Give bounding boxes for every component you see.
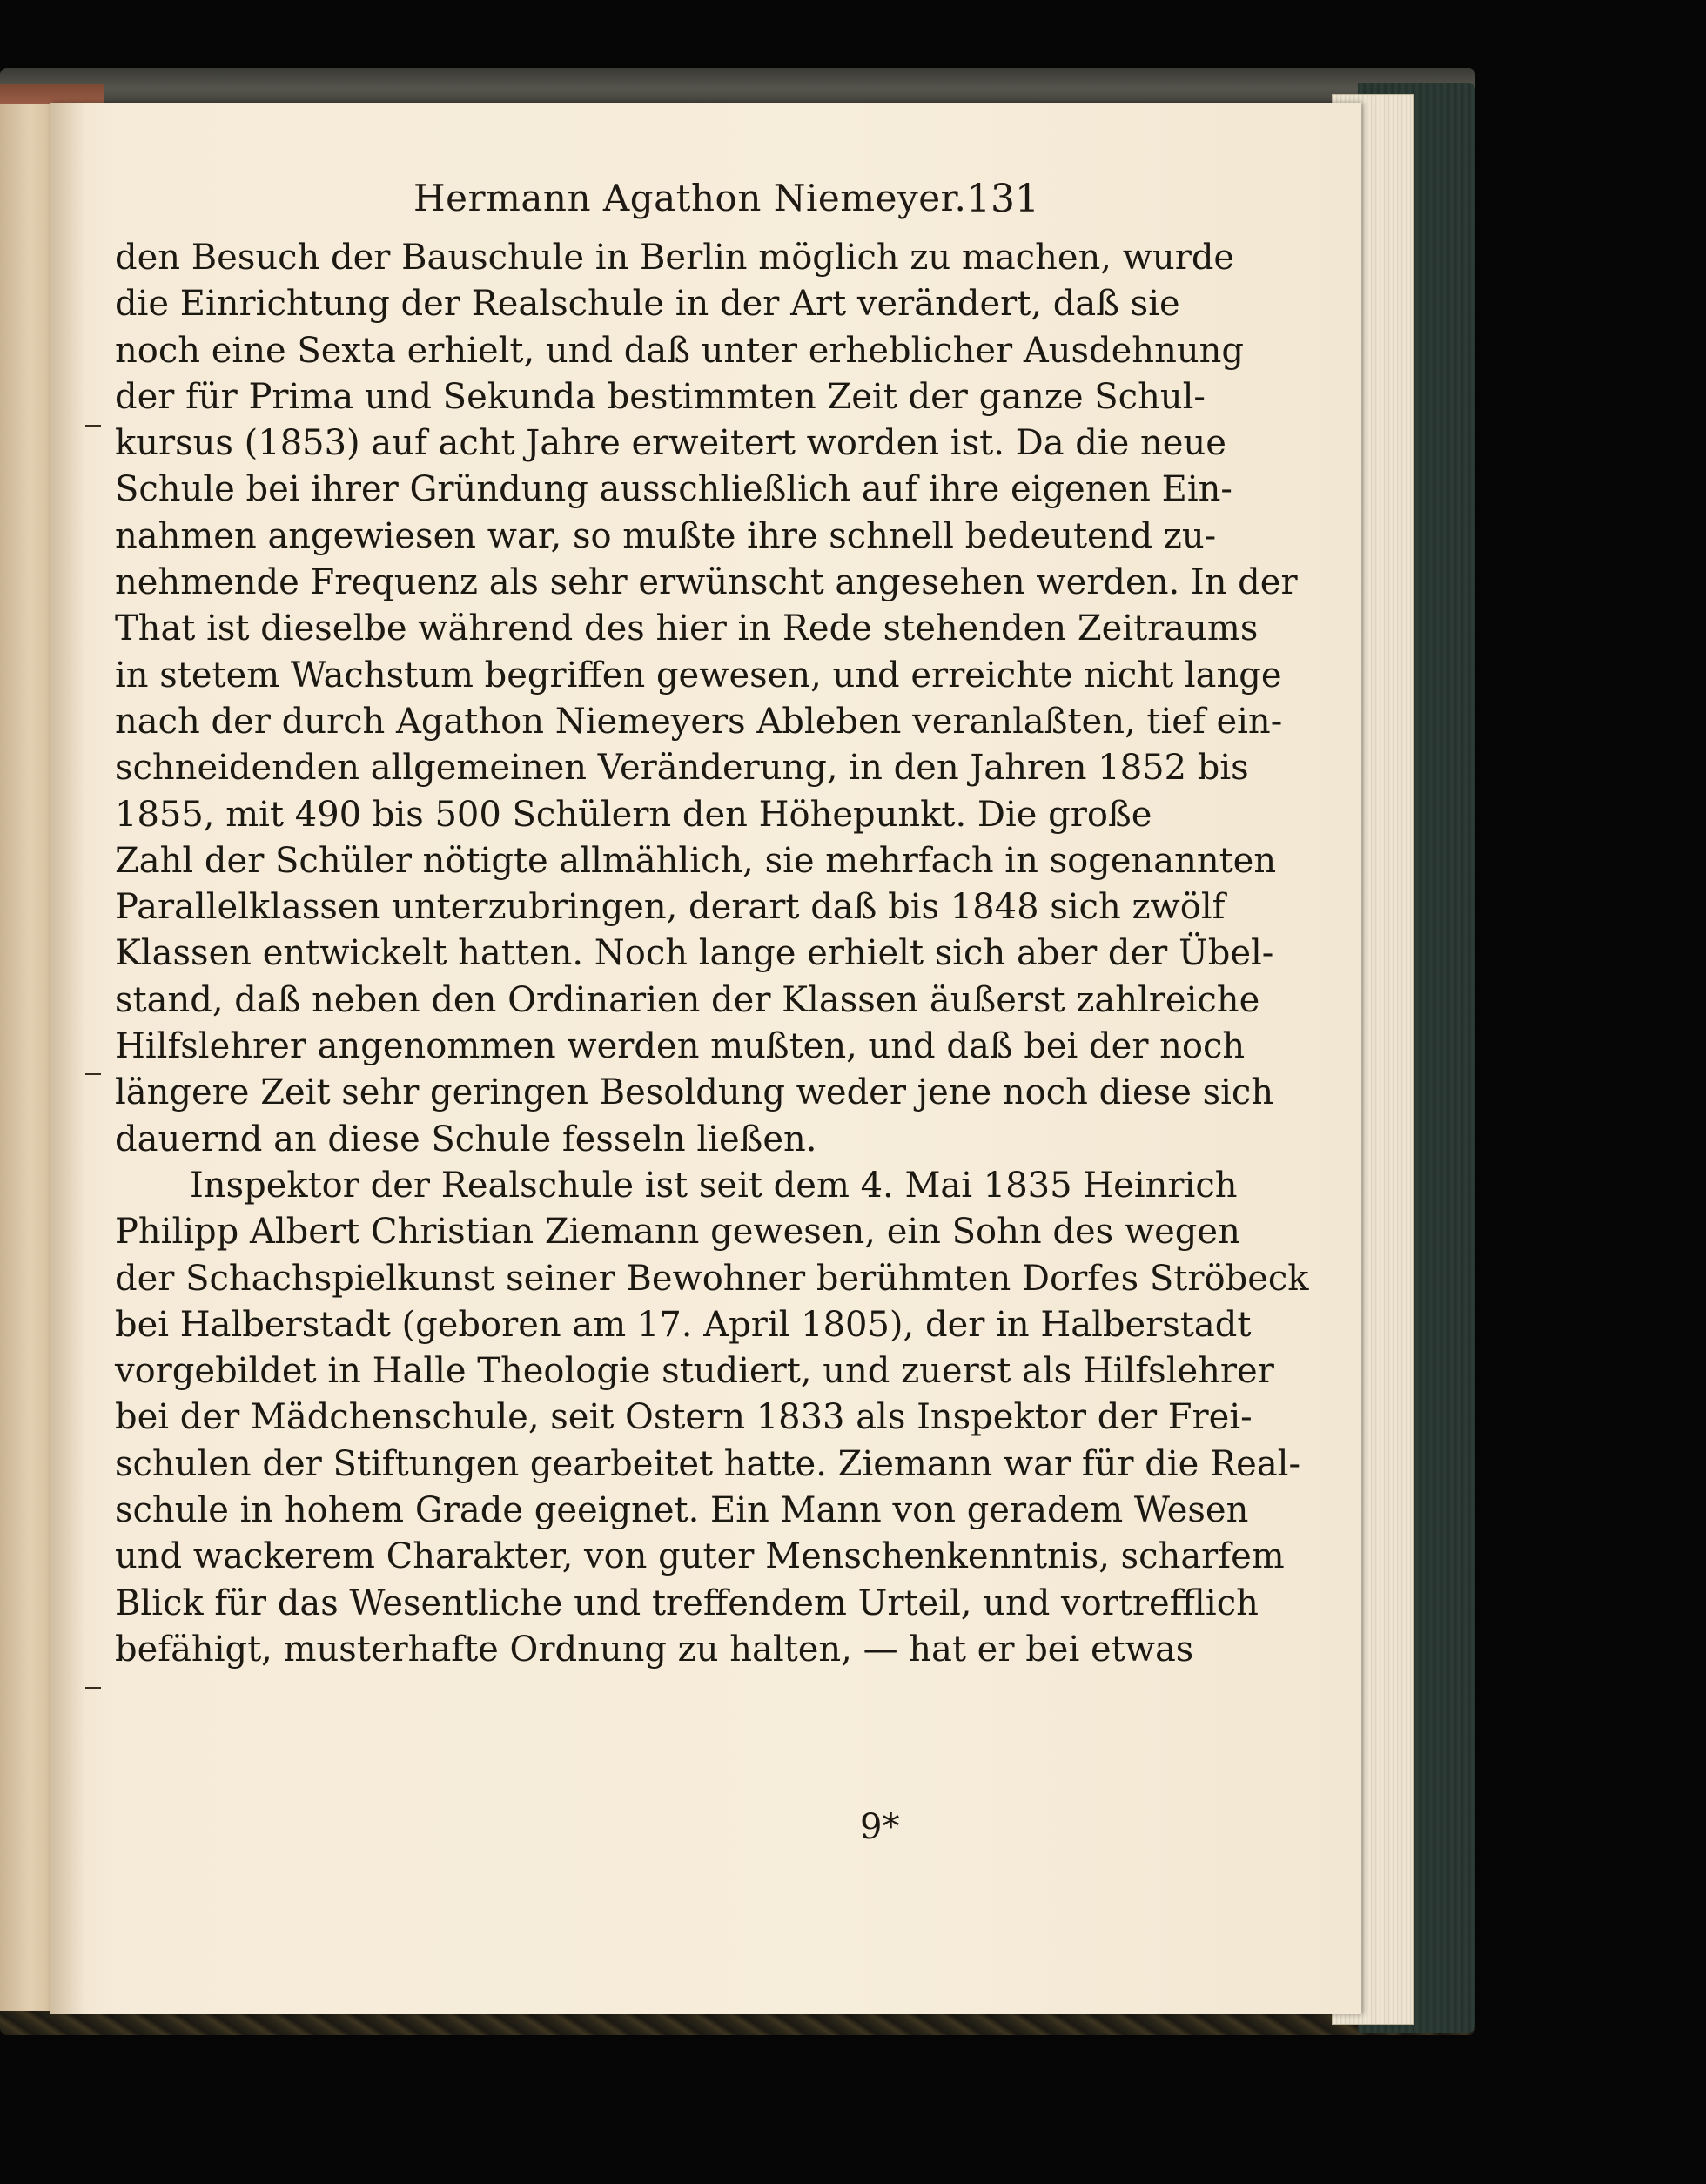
text-line: der Schachspielkunst seiner Bewohner berühmten Dorfes Ströbeck	[115, 1258, 1309, 1299]
running-head-title: Hermann Agathon Niemeyer.	[413, 177, 967, 219]
text-line: 1855, mit 490 bis 500 Schülern den Höhepunkt. Die große	[115, 794, 1152, 835]
text-line: schule in hohem Grade geeignet. Ein Mann von geradem Wesen	[115, 1490, 1249, 1531]
text-line: die Einrichtung der Realschule in der Art verändert, daß sie	[115, 284, 1180, 325]
text-line: That ist dieselbe während des hier in Rede stehenden Zeitraums	[115, 608, 1259, 649]
text-line: in stetem Wachstum begriffen gewesen, und erreichte nicht lange	[115, 655, 1282, 696]
text-line: Zahl der Schüler nötigte allmählich, sie mehrfach in sogenannten	[115, 840, 1277, 881]
text-line: nach der durch Agathon Niemeyers Ableben veranlaßten, tief ein-	[115, 701, 1283, 742]
text-line: befähigt, musterhafte Ordnung zu halten, — hat er bei etwas	[115, 1629, 1194, 1670]
text-line-paragraph-start: Inspektor der Realschule ist seit dem 4. Mai 1835 Heinrich	[190, 1165, 1238, 1206]
text-line-paragraph-end: dauernd an diese Schule fesseln ließen.	[115, 1119, 817, 1159]
book-cover-top-edge	[0, 68, 1475, 103]
margin-mark	[85, 1073, 101, 1075]
text-line: Hilfslehrer angenommen werden mußten, und daß bei der noch	[115, 1026, 1246, 1067]
text-line: nahmen angewiesen war, so mußte ihre schnell bedeutend zu-	[115, 515, 1217, 556]
text-line: stand, daß neben den Ordinarien der Klassen äußerst zahlreiche	[115, 979, 1260, 1020]
margin-mark	[85, 425, 101, 427]
body-text	[115, 235, 1309, 1673]
text-line: der für Prima und Sekunda bestimmten Zeit der ganze Schul-	[115, 376, 1206, 417]
text-line: schulen der Stiftungen gearbeitet hatte. Ziemann war für die Real-	[115, 1443, 1300, 1484]
text-line: längere Zeit sehr geringen Besoldung weder jene noch diese sich	[115, 1072, 1274, 1113]
left-page-edge	[0, 104, 52, 2011]
text-line: Klassen entwickelt hatten. Noch lange erhielt sich aber der Übel-	[115, 933, 1274, 974]
text-line: nehmende Frequenz als sehr erwünscht angesehen werden. In der	[115, 562, 1298, 603]
text-line: Philipp Albert Christian Ziemann gewesen, ein Sohn des wegen	[115, 1212, 1240, 1253]
page-number: 131	[966, 177, 1039, 221]
text-line: bei Halberstadt (geboren am 17. April 1805), der in Halberstadt	[115, 1304, 1252, 1345]
text-line: Blick für das Wesentliche und treffendem Urteil, und vortrefflich	[115, 1583, 1259, 1623]
text-line: kursus (1853) auf acht Jahre erweitert worden ist. Da die neue	[115, 423, 1226, 464]
signature-mark: 9*	[860, 1807, 900, 1847]
running-head	[0, 177, 1706, 232]
text-line: Parallelklassen unterzubringen, derart daß bis 1848 sich zwölf	[115, 887, 1226, 928]
text-line: bei der Mädchenschule, seit Ostern 1833 als Inspektor der Frei-	[115, 1397, 1253, 1438]
text-line: den Besuch der Bauschule in Berlin möglich zu machen, wurde	[115, 238, 1235, 278]
text-line: vorgebildet in Halle Theologie studiert, und zuerst als Hilfslehrer	[115, 1351, 1274, 1392]
text-line: Schule bei ihrer Gründung ausschließlich auf ihre eigenen Ein-	[115, 469, 1232, 510]
text-line: und wackerem Charakter, von guter Menschenkenntnis, scharfem	[115, 1536, 1285, 1577]
text-line: schneidenden allgemeinen Veränderung, in den Jahren 1852 bis	[115, 748, 1249, 789]
text-line: noch eine Sexta erhielt, und daß unter erheblicher Ausdehnung	[115, 330, 1244, 371]
margin-mark	[85, 1687, 101, 1689]
